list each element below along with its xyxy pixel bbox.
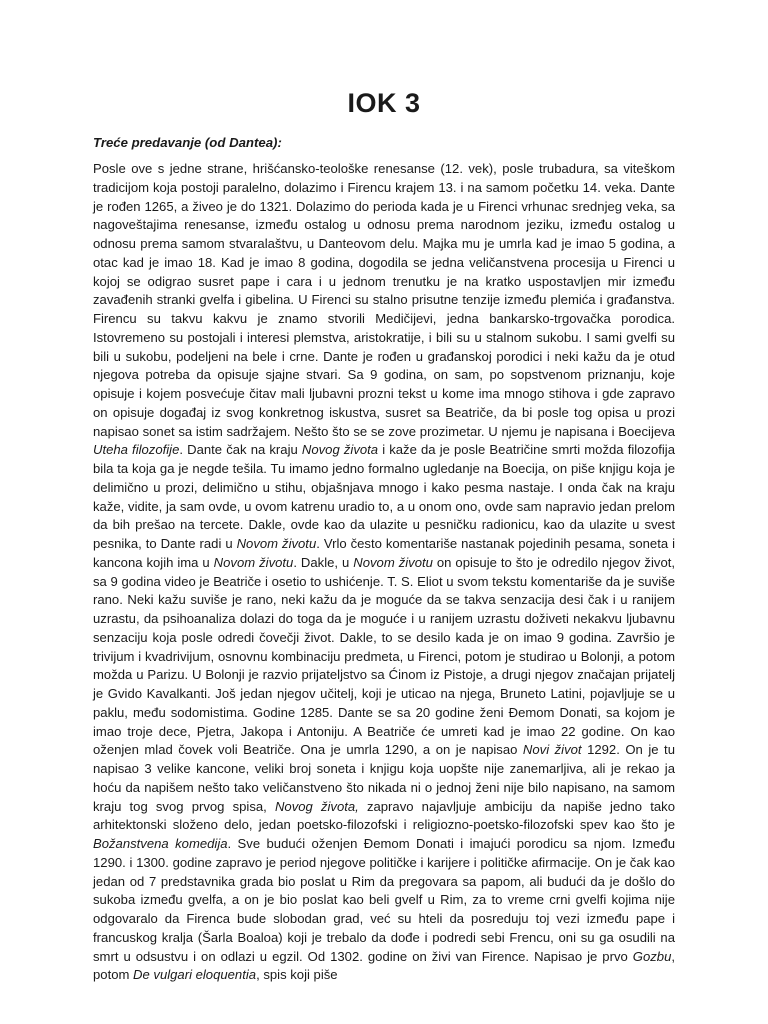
text-run: i kaže da je posle Beatričine smrti možda filozofija bila ta koja ga je negde tešila. Tu imamo jedno formalno ugledanje na Boecija, on piše knjigu koja je delimično u prozi, delimično u stihu, objašnjava mnogo i kako pesma nastaje. I onda čak na kraju kaže, vidite, ja sam ovde, u ovom katrenu uradio to, a u onom ono, ovde sam napravio jedan prelom da bih prešao na tercete. Dakle, ovde kao da ulazite u pesničku radionicu, kao da ulazite u svest pesnika, to Dante radi u <box>93 442 675 551</box>
text-run: . Vrlo često komentariše nastanak pojedinih pesama, soneta i kancona kojih ima u <box>93 536 676 570</box>
italic-title-run: De vulgari eloquentia <box>133 967 257 983</box>
body-paragraph <box>93 160 675 985</box>
italic-title-run: Novog života <box>301 442 379 458</box>
text-run: . Sve budući oženjen Đemom Donati i imajući porodicu sa njom. Između 1290. i 1300. godine zapravo je period njegove političke i karijere i političke afirmacije. On je čak kao jedan od 7 predstavnika grada bio poslat u Rim da pregovara sa papom, ali budući da je došlo do sukoba između gvelfa, a on je bio poslat kao beli gvelf u Rim, za to vreme crni gvelfi kojima nije odgovaralo da Firenca bude slobodan grad, već su hteli da posreduju toj vezi između pape i francuskog kralja (Šarla Boaloa) koji je trebalo da dođe i podredi sebi Frencu, oni su ga osudili na smrt u odsustvu i on odlazi u egzil. Od 1302. godine on živi van Firence. Napisao je prvo <box>93 836 675 964</box>
italic-title-run: Novi život <box>522 742 582 758</box>
text-run: on opisuje to što je odredilo njegov život, sa 9 godina video je Beatriče i osetio to ushićenje. T. S. Eliot u svom tekstu komentariše da je suviše rano. Neki kažu suviše je rano, neki kažu da je moguće da se takva senzacija desi čak i u ranijem uzrastu, da psihoanaliza dolazi do toga da je moguće i u ranijem uzrastu doživeti nekakvu ljubavnu senzaciju koja posle odredi čovečji život. Dakle, to se desilo kada je on imao 9 godina. Završio je trivijum i kvadrivijum, osnovnu kombinaciju predmeta, u Firenci, potom je studirao u Bolonji, a potom možda u Parizu. U Bolonji je razvio prijateljstvo sa Ćinom iz Pistoje, a drugi njegov značajan prijatelj je Gvido Kavalkanti. Još jedan njegov učitelj, koji je uticao na njega, Bruneto Latini, pojavljuje se u paklu, među sodomistima. Godine 1285. Dante se sa 20 godine ženi Đemom Donati, sa kojom je imao troje dece, Pjetra, Jakopa i Antoniju. A Beatriče će umreti kad je imao 22 godine. On kao oženjen mlad čovek voli Beatriče. Ona je umrla 1290, a on je napisao <box>93 554 675 758</box>
text-run: 1292. On je tu napisao 3 velike kancone, veliki broj soneta i knjigu koja uopšte nije zanemarljiva, ali je rekao ja hoću da napišem nešto tako veličanstveno što nikada ni o jednoj ženi nije bilo napisano, na samom kraju tog svog prvog spisa, <box>93 742 675 814</box>
text-run: , spis koji piše <box>256 967 338 983</box>
text-run: zapravo najavljuje ambiciju da napiše jedno tako arhitektonski složeno delo, jedan poetsko-filozofski i religiozno-poetsko-filozofski spev kao što je <box>93 798 675 833</box>
italic-title-run: Novog života, <box>274 798 359 814</box>
italic-title-run: Novom životu <box>236 536 317 551</box>
document-subtitle: Treće predavanje (od Dantea): <box>93 135 282 150</box>
italic-title-run: Gozbu <box>632 948 672 964</box>
italic-title-run: Novom životu <box>353 554 433 570</box>
italic-title-run: Novom životu <box>213 554 294 570</box>
text-run: Posle ove s jedne strane, hrišćansko-teološke renesanse (12. vek), posle trubadura, sa viteškom tradicijom koja postoji paralelno, dolazimo i Firencu krajem 13. i na samom početku 14. veka. Dante je rođen 1265, a živeo je do 1321. Dolazimo do perioda kada je u Firenci vrhunac srednjeg veka, sa nagoveštajima renesanse, između ostalog u odnosu prema narodnom jeziku, između ostalog u odnosu prema samom stvaralaštvu, u Danteovom delu. Majka mu je umrla kad je imao 5 godina, a otac kad je imao 18. Kad je imao 8 godina, dogodila se jedna veličanstvena procesija u Firenci u kojoj se odigrao susret pape i cara i u jednom trenutku je na kratko uspostavljen mir između zavađenih stranki gvelfa i gibelina. U Firenci su stalno prisutne tenzije između plemića i građanstva. Firencu su takvu kakvu je znamo stvorili Medičijevi, jedna bankarsko-trgovačka porodica. Istovremeno su postojali i interesi plemstva, aristokratije, i bili su u stalnom sukobu. I sami gvelfi su bili u sukobu, podeljeni na bele i crne. Dante je rođen u građanskoj porodici i neki kažu da je otud njegova potreba da opisuje sjajne stvari. Sa 9 godina, on sam, po sopstvenom priznanju, koje opisuje i kojem posvećuje čitav mali ljubavni prozni tekst u kome ima mnogo stihova i gde zapravo on opisuje događaj iz svog konkretnog iskustva, susret sa Beatriče, da bi posle tog opisa u prozi napisao sonet sa istim sadržajem. Nešto što se se zove prozimetar. U njemu je napisana i Boecijeva <box>93 161 675 439</box>
text-run: . Dante čak na kraju <box>179 442 302 458</box>
text-run: , potom <box>93 948 675 983</box>
text-run: . Dakle, u <box>293 554 354 570</box>
italic-title-run: Uteha filozofije <box>93 442 180 458</box>
document-title: IOK 3 <box>347 88 421 118</box>
italic-title-run: Božanstvena komedija <box>93 836 228 851</box>
